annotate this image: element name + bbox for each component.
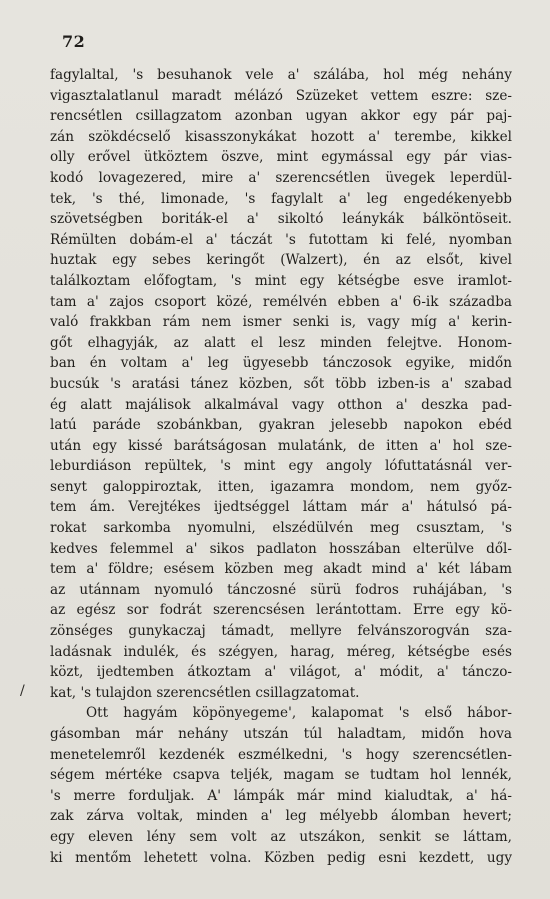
text-line: ladásnak indulék, és szégyen, harag, méreg, kétségbe esés (50, 643, 512, 660)
text-line: leburdiáson repültek, 's mint egy angoly lófuttatásnál ver- (50, 458, 512, 475)
text-line: olly erővel ütköztem öszve, mint egymással egy pár vias- (50, 149, 512, 166)
text-line: az utánnam nyomuló tánczosné sürü fodros ruhájában, 's (50, 581, 512, 598)
text-line: gásomban már nehány utszán túl haladtam, midőn hova (50, 726, 512, 742)
text-line: tam a' zajos csoport közé, remélvén ebben a' 6-ik századba (50, 293, 512, 310)
body-text (50, 65, 512, 868)
text-line: huztak egy sebes keringőt (Walzert), én az elsőt, kivel (50, 252, 512, 269)
page-number: 72 (62, 32, 86, 51)
text-line: egy eleven lény sem volt az utszákon, senkit se láttam, (50, 828, 512, 845)
text-line: zak zárva voltak, minden a' leg mélyebb álomban hevert; (50, 808, 512, 825)
text-line: rencsétlen csillagzatom azonban ugyan akkor egy pár paj- (50, 108, 512, 125)
margin-mark: / (20, 683, 25, 699)
text-line: találkoztam előfogtam, 's mint egy kétségbe esve iramlot- (50, 272, 512, 289)
text-line: ki mentőm lehetett volna. Közben pedig esni kezdett, ugy (50, 849, 512, 866)
paragraph-start-line: Ott hagyám köpönyegeme', kalapomat 's első hábor- (86, 705, 512, 722)
text-line: bucsúk 's aratási tánez közben, sőt több izben-is a' szabad (50, 375, 512, 392)
text-line: zönséges gunykaczaj támadt, mellyre felvánszorogván sza- (50, 623, 512, 640)
text-line: ségem mértéke csapva teljék, magam se tudtam hol lennék, (50, 767, 512, 784)
text-line: senyt galoppiroztak, itten, igazamra mondom, nem győz- (50, 478, 512, 495)
text-line: ég alatt majálisok alkalmával vagy otthon a' deszka pad- (50, 396, 512, 413)
text-line: tek, 's thé, limonade, 's fagylalt a' leg engedékenyebb (50, 190, 512, 207)
text-line: tem ám. Verejtékes ijedtséggel láttam már a' hátulsó pá- (50, 499, 512, 516)
text-line: való frakkban rám nem ismer senki is, vagy míg a' kerin- (50, 314, 512, 331)
paragraph-end-line: kat, 's tulajdon szerencsétlen csillagzatomat. (50, 684, 360, 701)
text-line: menetelemről kezdenék eszmélkedni, 's hogy szerencsétlen- (50, 746, 512, 763)
text-line: tem a' földre; esésem közben meg akadt mind a' két lábam (50, 561, 512, 578)
text-line: Rémülten dobám-el a' táczát 's futottam ki felé, nyomban (50, 231, 512, 248)
text-line: 's merre forduljak. A' lámpák már mind kialudtak, a' há- (50, 787, 512, 804)
text-line: rokat sarkomba nyomulni, elszédülvén meg csusztam, 's (50, 520, 512, 537)
text-line: gőt elhagyják, az alatt el lesz minden felejtve. Honom- (50, 334, 512, 351)
text-line: kedves felemmel a' sikos padlaton hosszában elterülve dől- (50, 540, 512, 557)
text-line: fagylaltal, 's besuhanok vele a' szálába, hol még nehány (50, 67, 512, 83)
text-line: kodó lovagezered, mire a' szerencsétlen üvegek leperdül- (50, 169, 512, 186)
text-line: vigasztalatlanul maradt mélázó Szüzeket vettem eszre: sze- (50, 87, 512, 104)
text-line: közt, ijedtemben átkoztam a' világot, a' módit, a' tánczo- (50, 664, 512, 681)
text-line: zán szökdécselő kisasszonykákat hozott a' terembe, kikkel (50, 128, 512, 145)
text-line: ban én voltam a' leg ügyesebb tánczosok egyike, midőn (50, 355, 512, 372)
text-line: szövetségben boriták-el a' sikoltó leánykák bálköntöseit. (50, 211, 512, 228)
text-line: latú paráde szobánkban, gyakran jelesebb napokon ebéd (50, 417, 512, 434)
text-line: után egy kissé barátságosan mulatánk, de itten a' hol sze- (50, 437, 512, 454)
text-line: az egész sor fodrát szerencsésen lerántottam. Erre egy kö- (50, 602, 512, 619)
